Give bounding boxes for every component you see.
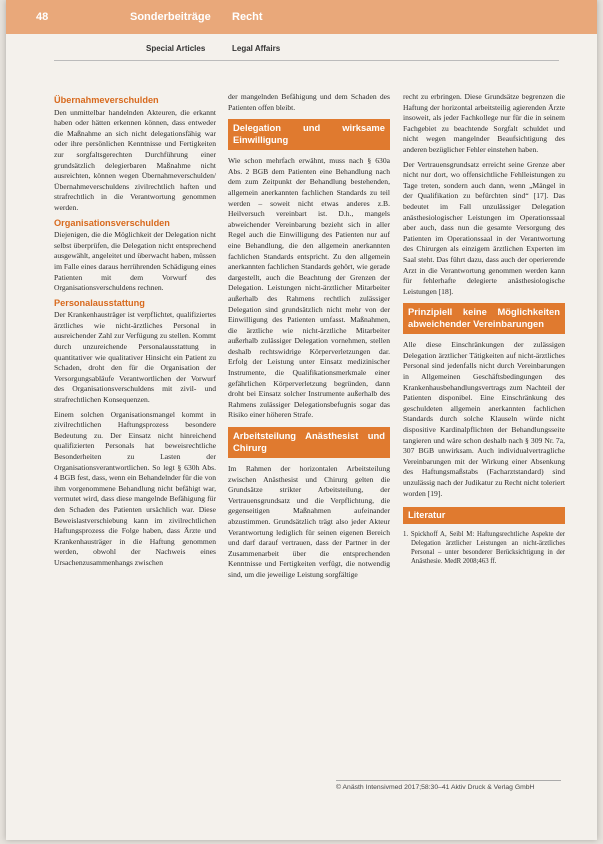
heading: Übernahmeverschulden [54,95,159,105]
page-number: 48 [36,11,49,23]
column-1 [54,92,216,782]
heading-box: Delegation und wirksame Einwilligung [228,119,390,150]
paragraph: recht zu erbringen. Diese Grundsätze begrenzen die Haftung der horizontal arbeitsteilig agierenden Ärzte insoweit, als jeder Fachkollege nur für die in seinem Fachgebiet zu beachtende Sorgfalt schuldet und nicht wegen mangelnder Beaufsichtigung des anderen bezüglicher Fehler einstehen haben. [403,92,565,154]
header-bar [6,0,597,34]
section-subtitle-en: Legal Affairs [232,44,281,53]
paragraph: Im Rahmen der horizontalen Arbeitsteilung zwischen Anästhesist und Chirurg gelten die Grundsätze strikter Arbeitsteilung, der Vertrauensgrundsatz und die Verpflichtung, die gegenseitigen Maßnahmen aufeinander abzustimmen. Grundsätzlich trägt also jeder Akteur Verantwortung lediglich für seinen eigenen Bereich und darf darauf vertrauen, dass der Partner in der Zusammenarbeit über die entsprechenden Kenntnisse und Fertigkeiten verfügt, die notwendig sind, um die jeweilige Leistung sorgfältige [228,464,390,579]
paragraph: Einem solchen Organisationsmangel kommt in zivilrechtlichen Haftungsprozess besondere Bedeutung zu. Der Einsatz nicht hinreichend qualifizierten Personals hat beweisrechtliche Besonderheiten zu Lasten der Organisationsverantwortlichen. So legt § 630h Abs. 4 BGB fest, dass, wenn ein Behandelnder für die von ihm vorgenommene Behandlung nicht befähigt war, vermutet wird, dass diese mangelnde Befähigung für den Schaden des Patienten ursächlich war. Diese Beweislastverschiebung kann im zivilrechtlichen Haftungsprozess die Folge haben, dass Ärzte und Krankenhausträger in die Haftung genommen werden, obwohl der Nachweis eines Ursachenzusammenhangs zwischen [54,409,216,567]
paragraph: Der Krankenhausträger ist verpflichtet, qualifiziertes ärztliches wie nicht-ärztliches Personal in ausreichender Zahl zur Verfügung zu stellen. Kommt durch unzureichende Personalausstattung in quantitativer wie qualitativer Hinsicht ein Patient zu Schaden, droht den für die Organisation der Versorgungsabläufe Verantwortlichen der Vorwurf des Organisationsverschuldens mit zivil- und strafrechtlichen Konsequenzen. [54,310,216,405]
footer-divider [336,780,561,781]
section-title: Sonderbeiträge [130,11,211,23]
document-page [6,0,597,840]
heading-box: Prinzipiell keine Möglichkeiten abweichender Vereinbarungen [403,303,565,334]
heading-box: Arbeitsteilung Anästhesist und Chirurg [228,427,390,458]
column-2 [228,92,390,782]
section-title-en: Special Articles [146,44,206,53]
paragraph: Wie schon mehrfach erwähnt, muss nach § 630a Abs. 2 BGB dem Patienten eine Behandlung nach dem zum Zeitpunkt der Behandlung bestehenden, allgemein anerkannten fachlichen Standards zu teil werden – soweit nicht etwas anderes z.B. Heilversuch vereinbart ist. D.h., mangels abweichender Vereinbarung bezieht sich in aller Regel auch die Einwilligung des Patienten nur auf eine Behandlung, die den allgemein anerkannten fachlichen Standards entspricht. Zu den allgemein anerkannten fachlichen Standards gehört, wie gerade dargestellt, auch die Beachtung der Grenzen der Delegation. Leistungen nicht-ärztlicher Mitarbeiter außerhalb des Rahmens rechtlich zulässiger Delegation sind grundsätzlich nicht mehr von der Einwilligung des Patienten umfasst. Maßnahmen, die ärztliche wie nicht-ärztliche Mitarbeiter außerhalb zulässiger Delegation vornehmen, stellen deshalb rechtswidrige Körperverletzungen dar. Erfolg der Leistung unter Einsatz medizinischer Instrumente, die Qualifikationsmerkmale einer gefährlichen Körperverletzung begründen, dann droht bei Einsatz solcher Instrumente außerhalb des Rahmens zulässiger Delegationsbefugnis sogar das Risiko einer höheren Strafe. [228,156,390,420]
heading: Organisationsverschulden [54,217,170,228]
footer-text: © Anästh Intensivmed 2017;58:30–41 Aktiv Druck & Verlag GmbH [336,784,535,791]
column-3 [403,92,565,782]
literature-heading: Literatur [403,507,565,524]
header-divider [54,60,559,61]
paragraph: Diejenigen, die die Möglichkeit der Delegation nicht selbst überprüfen, die Delegation nicht entsprechend ausgewählt, angeleitet und überwacht haben, müssen im Falle eines daraus herrührenden Schädigung eines Patienten mit dem Vorwurf des Organisationsverschuldens rechnen. [54,230,216,293]
reference-item: 1. Spickhoff A, Seibl M: Haftungsrechtliche Aspekte der Delegation ärztlicher Leistungen an nicht-ärztliches Personal – unter besonderer Berücksichtigung in der Anästhesie. MedR 2008;463 ff. [403,530,565,566]
heading: Personalausstattung [54,297,145,308]
paragraph: der mangelnden Befähigung und dem Schaden des Patienten offen bleibt. [228,92,390,112]
section-subtitle: Recht [232,11,263,23]
paragraph: Den unmittelbar handelnden Akteuren, die erkannt haben oder hätten erkennen können, dass entweder die Maßnahme an sich nicht delegationsfähig war oder ihre persönlichen Kenntnisse und Fertigkeiten zur sorgfaltsgerechten Durchführung einer grundsätzlich delegierbaren Maßnahme nicht ausreichten, können wegen Übernahmeverschulden/Übernahmeverschuldens zivilrechtlich haften und strafrechtlich in die Verantwortung genommen werden. [54,107,216,212]
paragraph: Alle diese Einschränkungen der zulässigen Delegation ärztlicher Tätigkeiten auf nicht-ärztliches Personal sind jedenfalls nicht durch Vereinbarungen in Allgemeinen Geschäftsbedingungen des Krankenhausbehandlungsvertrags zum Nachteil der Patienten disponibel. Eine Einschränkung des geschuldeten allgemein anerkannten fachlichen Standards durch solche Klauseln würde nicht dispositive Kardinalpflichten der Behandlungsseite tangieren und wäre schon deshalb nach § 309 Nr. 7a, 307 BGB unwirksam. Auch individualvertragliche Vereinbarungen mit der Wirkung einer Absenkung des Haftungsmaßstabs (Facharztstandard) sind unzulässig nach der Judikatur zu Recht nicht toleriert worden [19]. [403,340,565,498]
paragraph: Der Vertrauensgrundsatz erreicht seine Grenze aber nicht nur dort, wo offensichtliche Fehlleistungen zu Tage treten, sondern auch dann, wenn „Mängel in der Qualifikation zu befürchten sind“ [17]. Das bedeutet im Fall unzulässiger Delegation anästhesiologischer Leistungen im Operationssaal aber auch, dass nun die gesamte Versorgung des Patienten im Operationssaal in der Verantwortung des Chirurgen als einzigem ärztlichen Experten im Saal steht. Das führt dazu, dass auch der operierende Arzt in die Verantwortung genommen werden kann für fehlerhafte delegierte anästhesiologische Leistungen [18]. [403,159,565,296]
